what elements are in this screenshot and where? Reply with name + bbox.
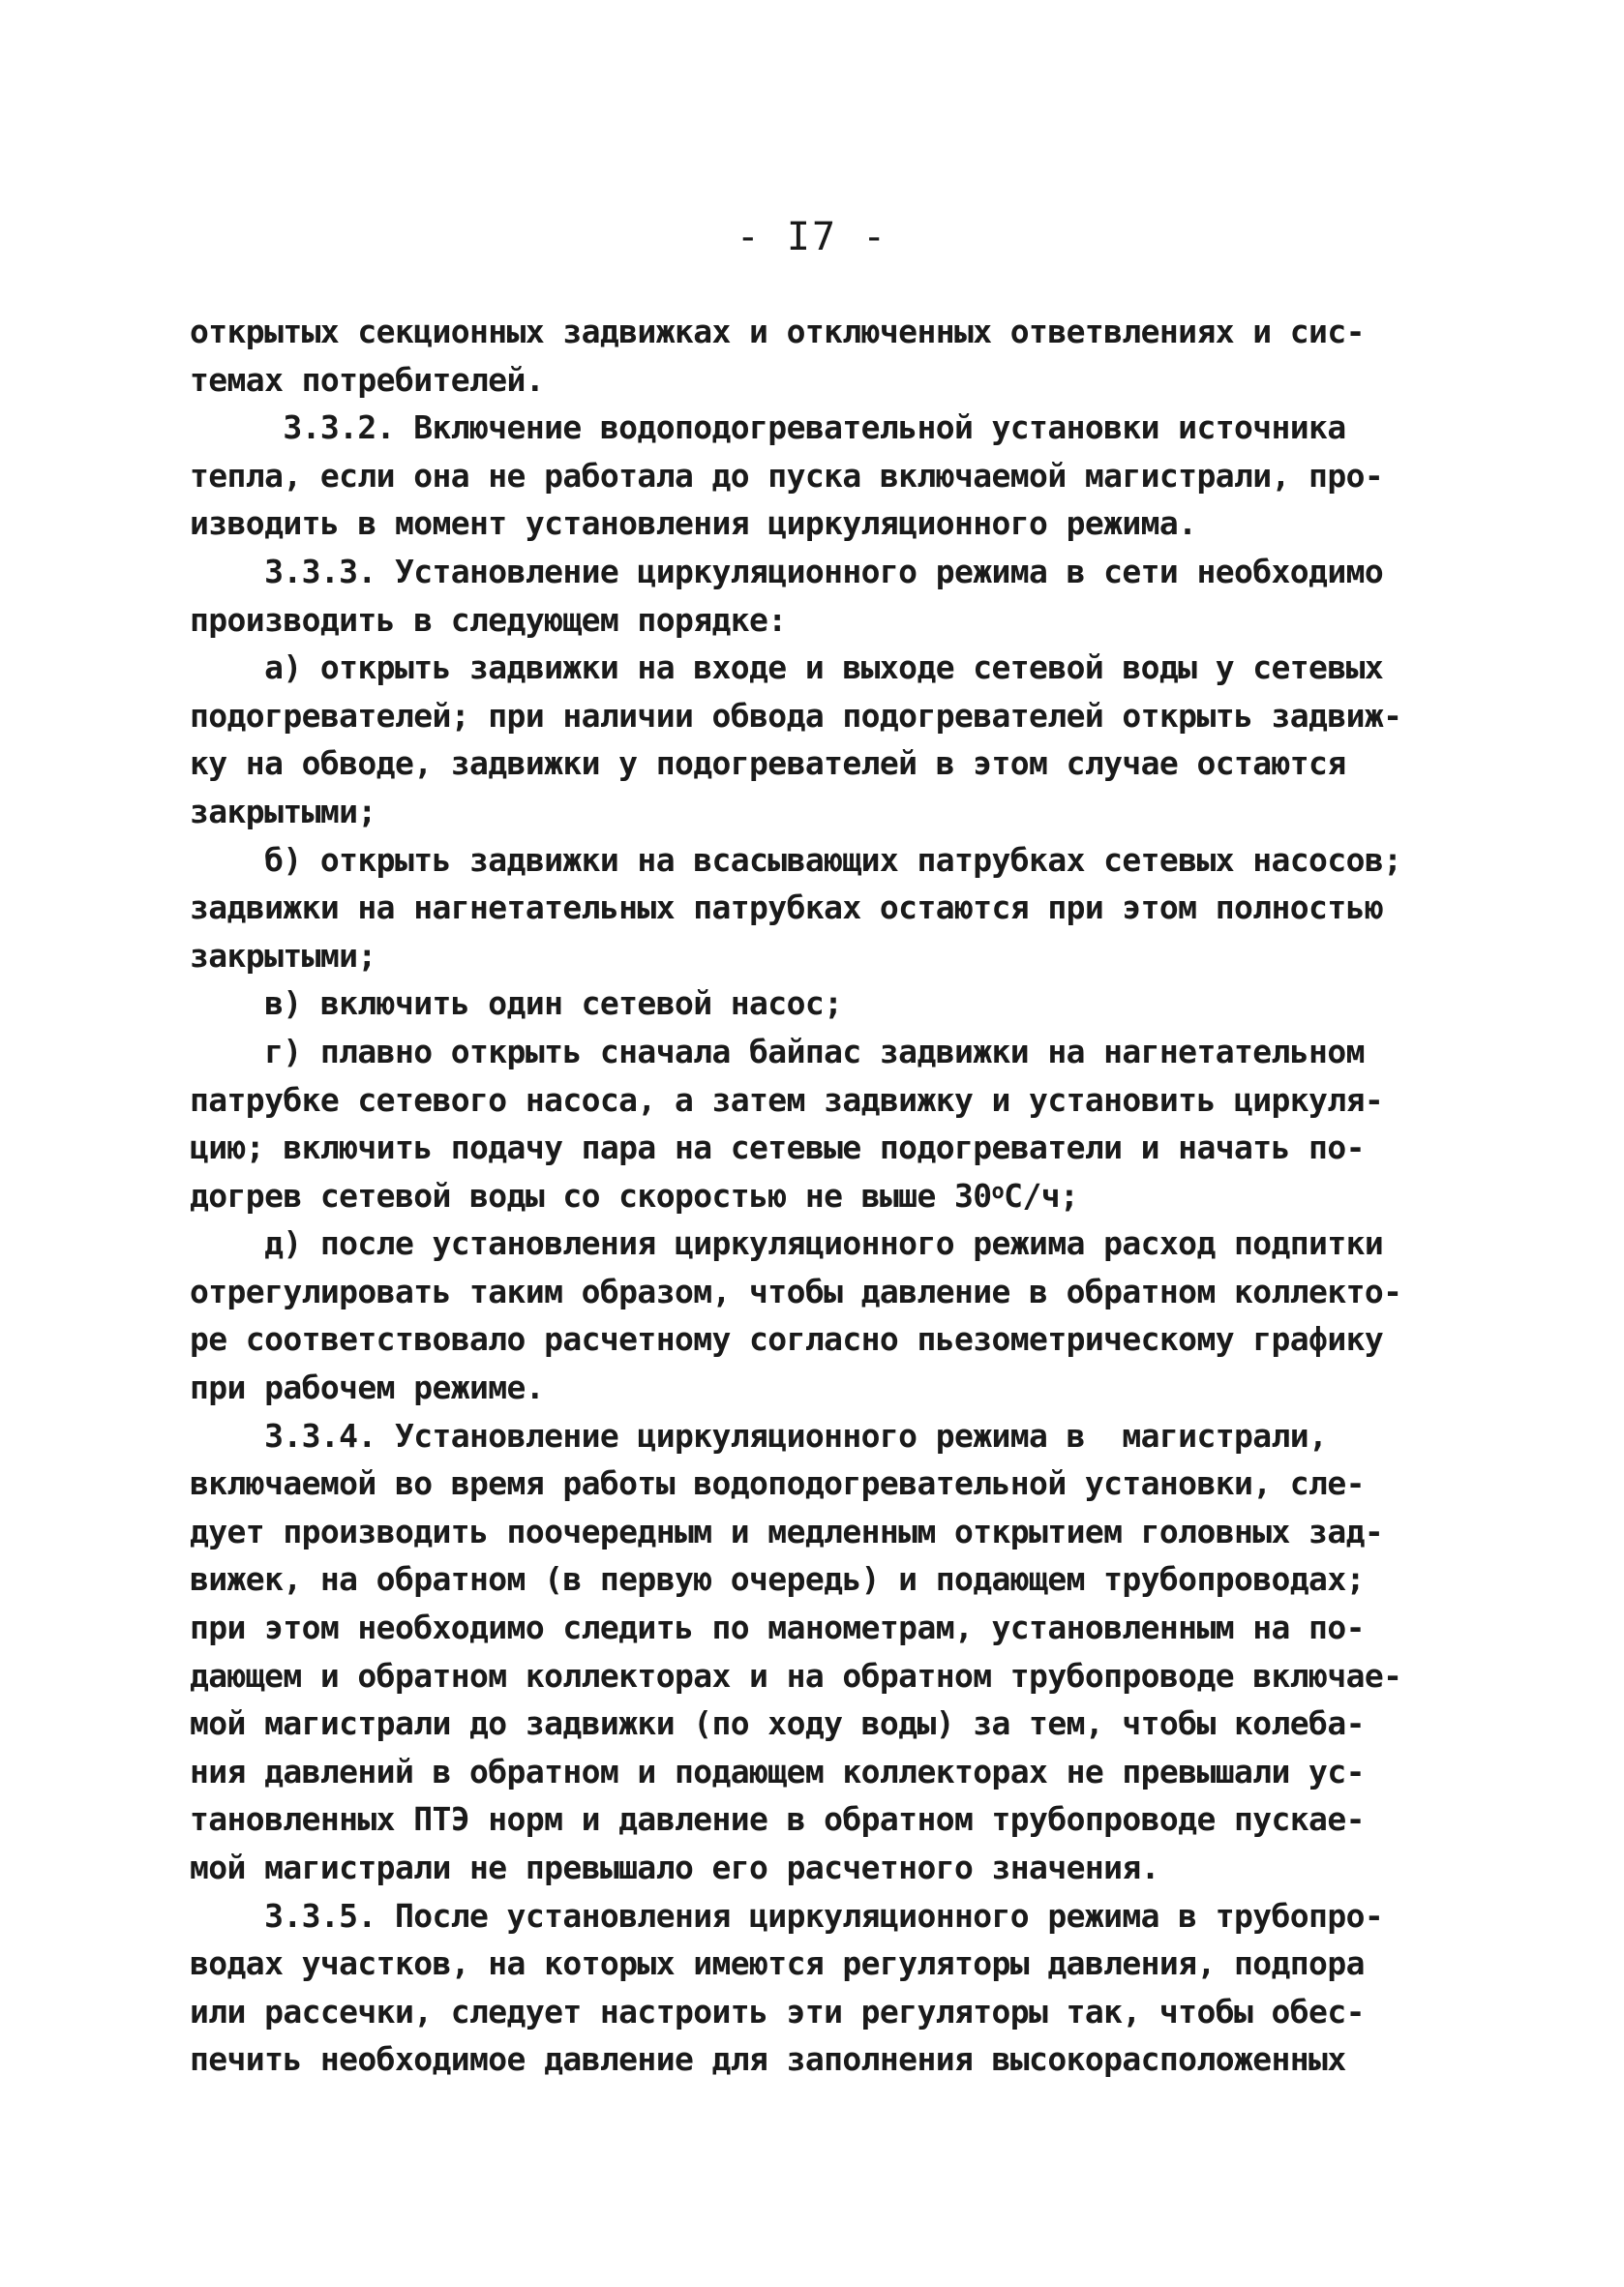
text-line: цию; включить подачу пара на сетевые подогреватели и начать по-	[190, 1128, 1365, 1167]
text-line: изводить в момент установления циркуляционного режима.	[190, 504, 1197, 543]
body-text	[190, 308, 1458, 2084]
text-line: темах потребителей.	[190, 360, 545, 399]
text-line: включаемой во время работы водоподогревательной установки, сле-	[190, 1464, 1365, 1503]
paragraph-3-3-2-start: 3.3.2. Включение водоподогревательной установки источника	[190, 408, 1346, 447]
text-line: патрубке сетевого насоса, а затем задвижку и установить циркуля-	[190, 1080, 1384, 1119]
list-item-v: в) включить один сетевой насос;	[190, 984, 843, 1023]
text-line: задвижки на нагнетательных патрубках остаются при этом полностью	[190, 888, 1384, 927]
degree-superscript: o	[991, 1179, 1005, 1204]
list-item-d: д) после установления циркуляционного режима расход подпитки	[190, 1224, 1384, 1263]
list-item-g: г) плавно открыть сначала байпас задвижки на нагнетательном	[190, 1032, 1365, 1070]
text-line: дует производить поочередным и медленным открытием головных зад-	[190, 1512, 1384, 1550]
text-line: тановленных ПТЭ норм и давление в обратном трубопроводе пускае-	[190, 1800, 1365, 1839]
text-line: при рабочем режиме.	[190, 1369, 545, 1407]
text-line: подогревателей; при наличии обвода подогревателей открыть задвиж-	[190, 696, 1402, 735]
text-line: водах участков, на которых имеются регуляторы давления, подпора	[190, 1944, 1365, 1983]
text-line: открытых секционных задвижках и отключенных ответвлениях и сис-	[190, 313, 1365, 350]
text-line: дающем и обратном коллекторах и на обратном трубопроводе включае-	[190, 1656, 1402, 1695]
text-line: ку на обводе, задвижки у подогревателей в этом случае остаются	[190, 744, 1346, 783]
list-item-a: а) открыть задвижки на входе и выходе сетевой воды у сетевых	[190, 648, 1384, 687]
text-line: мой магистрали до задвижки (по ходу воды) за тем, чтобы колеба-	[190, 1704, 1365, 1743]
text-line: ния давлений в обратном и подающем коллекторах не превышали ус-	[190, 1752, 1365, 1790]
text-line: или рассечки, следует настроить эти регуляторы так, чтобы обес-	[190, 1992, 1365, 2031]
text-line: производить в следующем порядке:	[190, 600, 787, 639]
list-item-b: б) открыть задвижки на всасывающих патрубках сетевых насосов;	[190, 840, 1402, 879]
text-line: мой магистрали не превышало его расчетного значения.	[190, 1849, 1159, 1886]
text-line: вижек, на обратном (в первую очередь) и подающем трубопроводах;	[190, 1560, 1365, 1599]
paragraph-3-3-3-start: 3.3.3. Установление циркуляционного режима в сети необходимо	[190, 552, 1384, 590]
paragraph-3-3-5-start: 3.3.5. После установления циркуляционного режима в трубопро-	[190, 1896, 1384, 1935]
page-number: - I7 -	[736, 215, 888, 259]
text-line: отрегулировать таким образом, чтобы давление в обратном коллекто-	[190, 1272, 1402, 1310]
text-line: закрытыми;	[190, 936, 376, 975]
heating-rate-line	[190, 1172, 1458, 1220]
text-line: при этом необходимо следить по манометрам, установленным на по-	[190, 1609, 1365, 1647]
text-line: закрытыми;	[190, 792, 376, 830]
text-line: ре соответствовало расчетному согласно пьезометрическому графику	[190, 1320, 1384, 1359]
heating-rate-text: догрев сетевой воды со скоростью не выше 30	[190, 1176, 992, 1215]
heating-rate-unit: С/ч;	[1004, 1176, 1079, 1215]
text-line: тепла, если она не работала до пуска включаемой магистрали, про-	[190, 456, 1384, 495]
paragraph-3-3-4-start: 3.3.4. Установление циркуляционного режима в магистрали,	[190, 1416, 1328, 1455]
text-line: печить необходимое давление для заполнения высокорасположенных	[190, 2040, 1346, 2079]
